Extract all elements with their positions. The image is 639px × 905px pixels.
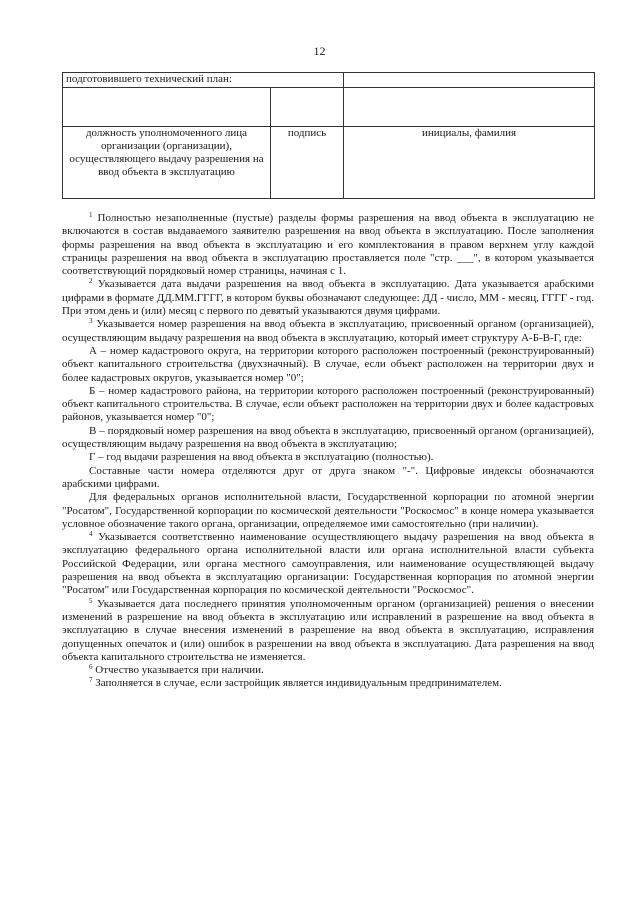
footnote-paragraph bbox=[62, 451, 594, 464]
signature-caption: подпись bbox=[271, 127, 344, 199]
position-caption: должность уполномоченного лица организации (организации), осуществляющего выдачу разрешения на ввод объекта в эксплуатацию bbox=[63, 127, 271, 199]
footnote-number: 5 bbox=[89, 596, 93, 605]
footnote-text: Заполняется в случае, если застройщик является индивидуальным предпринимателем. bbox=[95, 677, 502, 690]
footnote-paragraph bbox=[62, 465, 594, 492]
footnote-text: Для федеральных органов исполнительной власти, Государственной корпорации по атомной энергии "Росатом", Государственной корпорации по космической деятельности "Роскосмос" в конце номера указывается условное обозначение такого органа, организации, определяемое ими самостоятельно (при наличии). bbox=[62, 491, 594, 530]
footnote-number: 6 bbox=[89, 663, 93, 672]
footnote-text: Составные части номера отделяются друг от друга знаком "-". Цифровые индексы обозначаются арабскими цифрами. bbox=[62, 464, 594, 490]
footnote-text: Полностью незаполненные (пустые) разделы формы разрешения на ввод объекта в эксплуатацию не включаются в состав выдаваемого заявителю разрешения на ввод объекта в эксплуатацию. После заполнения формы разрешения на ввод объекта в эксплуатацию и его комплектования в правом верхнем углу каждой страницы разрешения на ввод объекта в эксплуатацию проставляется поле "стр. ___", в котором указывается соответствующий порядковый номер страницы, начиная с 1. bbox=[62, 212, 594, 278]
footnote-number: 1 bbox=[89, 211, 93, 219]
footnote-text: В – порядковый номер разрешения на ввод объекта в эксплуатацию, присвоенный органом (организацией), осуществляющим выдачу разрешения на ввод объекта в эксплуатацию; bbox=[62, 424, 594, 451]
footnote-text: Указывается номер разрешения на ввод объекта в эксплуатацию, присвоенный органом (организацией), осуществляющим выдачу разрешения на ввод объекта в эксплуатацию, который имеет структуру А-Б-В-Г, где: bbox=[62, 318, 594, 344]
prepared-by-label: подготовившего технический план: bbox=[63, 73, 344, 88]
footnote bbox=[62, 677, 594, 690]
footnote bbox=[62, 212, 594, 278]
footnote-text: Указывается соответственно наименование осуществляющего выдачу разрешения на ввод объекта в эксплуатацию федерального органа исполнительной власти или органа исполнительной власти субъекта Российской Федерации, или органа местного самоуправления, или наименование осуществляющей выдачу разрешения на ввод объекта в эксплуатацию организации: Государственная корпорация по атомной энергии "Росатом" или Государственная корпорация по космической деятельности "Роскосмос". bbox=[62, 531, 594, 597]
footnote-paragraph bbox=[62, 491, 594, 531]
footnotes bbox=[62, 212, 594, 691]
name-input-cell bbox=[344, 88, 595, 127]
name-caption: инициалы, фамилия bbox=[344, 127, 595, 199]
footnote bbox=[62, 598, 594, 664]
footnote-paragraph bbox=[62, 425, 594, 452]
footnote-paragraph bbox=[62, 345, 594, 385]
footnote-text: Указывается дата последнего принятия уполномоченным органом (организацией) решения о внесении изменений в разрешение на ввод объекта в эксплуатацию или исправлений в разрешение на ввод объекта в эксплуатацию в случае внесения изменений в разрешение на ввод объекта в эксплуатацию, исправления допущенных опечаток и (или) ошибок в разрешении на ввод объекта в эксплуатацию. Дата разрешения на ввод объекта капитального строительства не изменяется. bbox=[62, 597, 594, 663]
prepared-by-value-cell bbox=[344, 73, 595, 88]
position-input-cell bbox=[63, 88, 271, 127]
footnote-text: Указывается дата выдачи разрешения на ввод объекта в эксплуатацию. Дата указывается арабскими цифрами в формате ДД.ММ.ГГГГ, в котором буквы обозначают следующее: ДД - число, ММ - месяц, ГГГГ - год. При этом день и (или) месяц с первого по девятый указываются двумя цифрами. bbox=[62, 278, 595, 318]
footnote-paragraph bbox=[62, 385, 594, 425]
footnote bbox=[62, 664, 594, 677]
footnote-number: 3 bbox=[89, 317, 93, 326]
footnote bbox=[62, 318, 594, 345]
footnote bbox=[62, 278, 594, 318]
footnote-number: 4 bbox=[89, 530, 93, 539]
page-number: 12 bbox=[313, 44, 326, 58]
footnote-text: Г – год выдачи разрешения на ввод объекта в эксплуатацию (полностью). bbox=[89, 451, 434, 464]
signature-table bbox=[62, 72, 595, 199]
footnote-text: Б – номер кадастрового района, на территории которого расположен построенный (реконструированный) объект капитального строительства. В случае, если объект расположен на территории двух и более кадастровых районов, указывается номер "0"; bbox=[62, 384, 594, 424]
footnote-text: А – номер кадастрового округа, на территории которого расположен построенный (реконструированный) объект капитального строительства (двухзначный). В случае, если объект расположен на территории двух и более кадастровых округов, указывается номер "0"; bbox=[62, 344, 594, 384]
signature-input-cell bbox=[271, 88, 344, 127]
footnote bbox=[62, 531, 594, 597]
footnote-text: Отчество указывается при наличии. bbox=[95, 664, 264, 677]
footnote-number: 7 bbox=[89, 676, 93, 685]
footnote-number: 2 bbox=[89, 277, 93, 286]
